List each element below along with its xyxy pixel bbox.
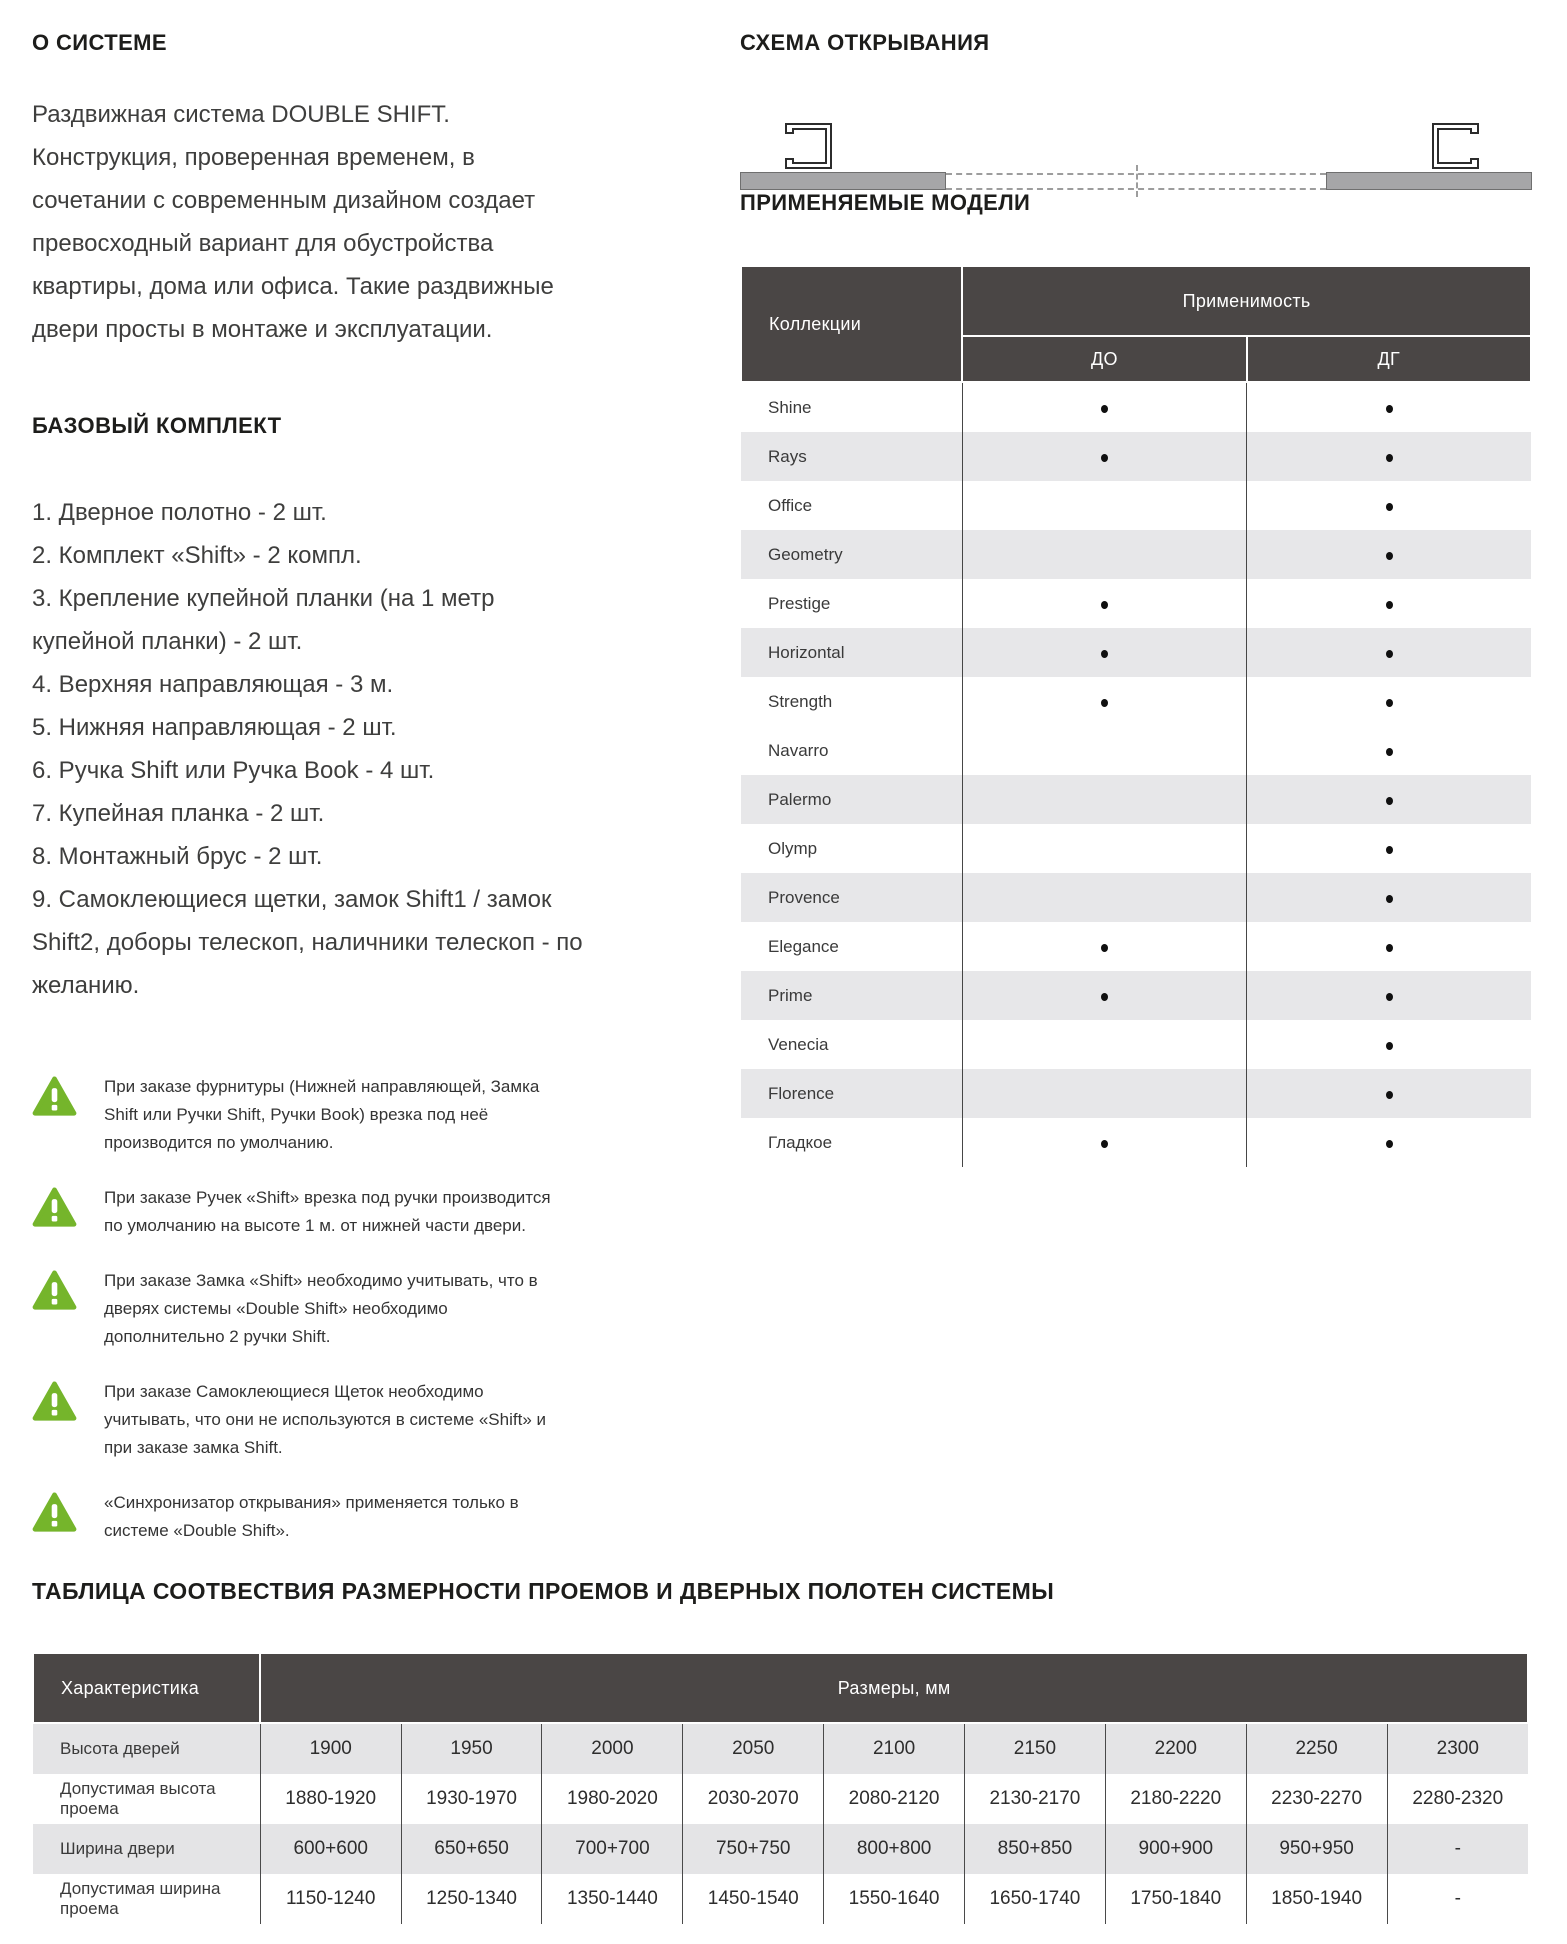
applicability-cell xyxy=(1247,530,1531,579)
size-value: 1550-1640 xyxy=(824,1874,965,1924)
scheme-title: СХЕМА ОТКРЫВАНИЯ xyxy=(740,30,990,55)
size-value: 700+700 xyxy=(542,1824,683,1874)
size-value: 750+750 xyxy=(683,1824,824,1874)
door-panel-left xyxy=(740,172,946,190)
size-row xyxy=(33,1723,1528,1774)
warning-icon xyxy=(32,1381,77,1422)
applicability-dot xyxy=(1386,405,1393,413)
collections-header: Коллекции xyxy=(741,266,962,382)
model-row xyxy=(741,432,1531,481)
kit-item: 9. Самоклеющиеся щетки, замок Shift1 / замок Shift2, доборы телескоп, наличники телескоп - по желанию. xyxy=(32,886,583,999)
about-title: О СИСТЕМЕ xyxy=(32,30,167,55)
applicability-dot xyxy=(1101,405,1108,413)
applicability-dot xyxy=(1386,797,1393,805)
applicability-dot xyxy=(1101,650,1108,658)
size-value: 2030-2070 xyxy=(683,1774,824,1824)
about-paragraph: Раздвижная система DOUBLE SHIFT. Конструкция, проверенная временем, в сочетании с современным дизайном создает превосходный вариант для обустройства квартиры, дома или офиса. Такие раздвижные двери просты в монтаже и эксплуатации. xyxy=(32,101,554,343)
warning-text: При заказе Замка «Shift» необходимо учитывать, что в дверях системы «Double Shift» необходимо дополнительно 2 ручки Shift. xyxy=(104,1271,538,1346)
size-value: 2100 xyxy=(824,1723,965,1774)
size-value: - xyxy=(1387,1874,1528,1924)
model-name: Horizontal xyxy=(741,628,962,677)
model-name: Strength xyxy=(768,691,833,711)
model-name: Office xyxy=(768,495,813,515)
applicability-cell xyxy=(962,726,1246,775)
model-name: Гладкое xyxy=(768,1132,833,1152)
model-row xyxy=(741,628,1531,677)
door-frame-profile-left-icon xyxy=(784,121,836,171)
center-mark xyxy=(1136,165,1138,197)
warning-note xyxy=(32,1378,588,1462)
applicability-cell xyxy=(962,382,1246,432)
size-value: 2230-2270 xyxy=(1246,1774,1387,1824)
kit-item: 2. Комплект «Shift» - 2 компл. xyxy=(32,542,362,569)
size-value: 650+650 xyxy=(401,1824,542,1874)
size-value: 950+950 xyxy=(1246,1824,1387,1874)
model-name: Prestige xyxy=(768,593,831,613)
applicability-cell xyxy=(1247,922,1531,971)
model-name: Geometry xyxy=(741,530,962,579)
applicability-cell xyxy=(962,628,1246,677)
size-value: 2150 xyxy=(965,1723,1106,1774)
dg-header: ДГ xyxy=(1247,336,1531,382)
applicability-dot xyxy=(1386,503,1393,511)
size-value: 2050 xyxy=(683,1723,824,1774)
warning-note xyxy=(32,1267,588,1351)
size-value: 1650-1740 xyxy=(965,1874,1106,1924)
size-value: 1250-1340 xyxy=(401,1874,542,1924)
applicability-dot xyxy=(1386,454,1393,462)
size-label: Ширина двери xyxy=(33,1824,260,1874)
warning-text: При заказе Ручек «Shift» врезка под ручки производится по умолчанию на высоте 1 м. от нижней части двери. xyxy=(104,1188,551,1235)
size-value: 1900 xyxy=(260,1723,401,1774)
model-row xyxy=(741,971,1531,1020)
applicability-cell xyxy=(1247,579,1531,628)
model-name: Palermo xyxy=(741,775,962,824)
model-name: Navarro xyxy=(768,740,829,760)
applicability-header: Применимость xyxy=(962,266,1531,336)
size-value: - xyxy=(1387,1824,1528,1874)
kit-item: 4. Верхняя направляющая - 3 м. xyxy=(32,671,394,698)
kit-item: 1. Дверное полотно - 2 шт. xyxy=(32,499,327,526)
models-table xyxy=(740,265,1532,1167)
applicability-dot xyxy=(1386,699,1393,707)
sizes-table xyxy=(32,1652,1529,1924)
section-scheme xyxy=(740,30,1532,1167)
model-row xyxy=(741,382,1531,432)
do-header: ДО xyxy=(962,336,1246,382)
kit-title: БАЗОВЫЙ КОМПЛЕКТ xyxy=(32,413,282,438)
size-value: 2280-2320 xyxy=(1387,1774,1528,1824)
section-about xyxy=(32,30,588,1572)
kit-item: 8. Монтажный брус - 2 шт. xyxy=(32,843,323,870)
model-name: Elegance xyxy=(768,936,839,956)
applicability-cell xyxy=(962,1118,1246,1167)
sizes-title: ТАБЛИЦА СООТВЕСТВИЯ РАЗМЕРНОСТИ ПРОЕМОВ И ДВЕРНЫХ ПОЛОТЕН СИСТЕМЫ xyxy=(32,1578,1055,1604)
warning-note xyxy=(32,1184,588,1240)
opening-diagram xyxy=(740,92,1532,190)
model-name: Rays xyxy=(741,432,962,481)
door-frame-profile-right-icon xyxy=(1428,121,1480,171)
warning-text: «Синхронизатор открывания» применяется только в системе «Double Shift». xyxy=(104,1493,519,1540)
size-value: 1930-1970 xyxy=(401,1774,542,1824)
warnings-list xyxy=(32,1073,588,1545)
size-value: 1850-1940 xyxy=(1246,1874,1387,1924)
applicability-cell xyxy=(1247,677,1531,726)
applicability-dot xyxy=(1386,944,1393,952)
applicability-dot xyxy=(1386,993,1393,1001)
applicability-dot xyxy=(1386,552,1393,560)
applicability-cell xyxy=(962,530,1246,579)
model-row xyxy=(741,1118,1531,1167)
size-label: Высота дверей xyxy=(33,1723,260,1774)
model-name: Shine xyxy=(768,397,812,417)
applicability-dot xyxy=(1101,993,1108,1001)
model-name: Venecia xyxy=(768,1034,829,1054)
applicability-cell xyxy=(962,1069,1246,1118)
kit-item: 5. Нижняя направляющая - 2 шт. xyxy=(32,714,397,741)
warning-icon xyxy=(32,1187,77,1228)
size-value: 2200 xyxy=(1105,1723,1246,1774)
warning-icon xyxy=(32,1492,77,1533)
model-name: Provence xyxy=(741,873,962,922)
applicability-cell xyxy=(962,1020,1246,1069)
applicability-dot xyxy=(1101,454,1108,462)
applicability-cell xyxy=(962,432,1246,481)
size-value: 2000 xyxy=(542,1723,683,1774)
size-value: 2250 xyxy=(1246,1723,1387,1774)
applicability-cell xyxy=(1247,382,1531,432)
size-value: 600+600 xyxy=(260,1824,401,1874)
model-name: Olymp xyxy=(768,838,818,858)
applicability-cell xyxy=(962,677,1246,726)
model-row xyxy=(741,481,1531,530)
warning-note xyxy=(32,1489,588,1545)
size-value: 1450-1540 xyxy=(683,1874,824,1924)
model-row xyxy=(741,726,1531,775)
sizes-header: Размеры, мм xyxy=(260,1653,1528,1723)
applicability-dot xyxy=(1386,895,1393,903)
warning-icon xyxy=(32,1076,77,1117)
applicability-cell xyxy=(1247,481,1531,530)
size-value: 900+900 xyxy=(1105,1824,1246,1874)
applicability-cell xyxy=(1247,628,1531,677)
applicability-cell xyxy=(962,873,1246,922)
applicability-cell xyxy=(1247,824,1531,873)
kit-item: 3. Крепление купейной планки (на 1 метр купейной планки) - 2 шт. xyxy=(32,585,495,655)
applicability-cell xyxy=(962,481,1246,530)
warning-note xyxy=(32,1073,588,1157)
model-row xyxy=(741,1069,1531,1118)
size-value: 1950 xyxy=(401,1723,542,1774)
model-row xyxy=(741,824,1531,873)
model-row xyxy=(741,922,1531,971)
door-panel-right xyxy=(1326,172,1532,190)
kit-item: 6. Ручка Shift или Ручка Book - 4 шт. xyxy=(32,757,435,784)
applicability-cell xyxy=(962,775,1246,824)
size-value: 1750-1840 xyxy=(1105,1874,1246,1924)
warning-text: При заказе фурнитуры (Нижней направляющей, Замка Shift или Ручки Shift, Ручки Book) врезка под неё производится по умолчанию. xyxy=(104,1077,540,1152)
size-label: Допустимая высота проема xyxy=(60,1779,216,1818)
applicability-dot xyxy=(1386,650,1393,658)
model-name: Prime xyxy=(741,971,962,1020)
size-value: 1980-2020 xyxy=(542,1774,683,1824)
size-row xyxy=(33,1774,1528,1824)
applicability-cell xyxy=(1247,873,1531,922)
applicability-cell xyxy=(1247,1020,1531,1069)
applicability-cell xyxy=(962,971,1246,1020)
size-row xyxy=(33,1824,1528,1874)
applicability-dot xyxy=(1386,601,1393,609)
kit-list xyxy=(32,491,588,1007)
size-value: 1350-1440 xyxy=(542,1874,683,1924)
applicability-dot xyxy=(1101,601,1108,609)
model-row xyxy=(741,677,1531,726)
applicability-cell xyxy=(1247,726,1531,775)
section-sizes xyxy=(32,1578,1529,1924)
characteristic-header: Характеристика xyxy=(33,1653,260,1723)
model-row xyxy=(741,530,1531,579)
applicability-dot xyxy=(1101,699,1108,707)
size-label: Допустимая ширина проема xyxy=(60,1879,221,1918)
size-value: 800+800 xyxy=(824,1824,965,1874)
applicability-dot xyxy=(1386,1042,1393,1050)
applicability-dot xyxy=(1386,1140,1393,1148)
size-value: 2180-2220 xyxy=(1105,1774,1246,1824)
size-value: 2080-2120 xyxy=(824,1774,965,1824)
model-row xyxy=(741,1020,1531,1069)
applicability-dot xyxy=(1386,1091,1393,1099)
applicability-cell xyxy=(1247,1069,1531,1118)
applicability-cell xyxy=(1247,432,1531,481)
applicability-cell xyxy=(962,579,1246,628)
applicability-dot xyxy=(1101,944,1108,952)
applicability-dot xyxy=(1386,846,1393,854)
model-row xyxy=(741,873,1531,922)
model-row xyxy=(741,579,1531,628)
kit-item: 7. Купейная планка - 2 шт. xyxy=(32,800,325,827)
size-value: 850+850 xyxy=(965,1824,1106,1874)
size-value: 2300 xyxy=(1387,1723,1528,1774)
warning-icon xyxy=(32,1270,77,1311)
size-value: 2130-2170 xyxy=(965,1774,1106,1824)
applicability-cell xyxy=(1247,1118,1531,1167)
warning-text: При заказе Самоклеющиеся Щеток необходимо учитывать, что они не используются в системе «Shift» и при заказе замка Shift. xyxy=(104,1382,546,1457)
model-name: Florence xyxy=(741,1069,962,1118)
applicability-cell xyxy=(1247,775,1531,824)
model-row xyxy=(741,775,1531,824)
size-value: 1880-1920 xyxy=(260,1774,401,1824)
size-value: 1150-1240 xyxy=(260,1874,401,1924)
applicability-cell xyxy=(1247,971,1531,1020)
applicability-dot xyxy=(1101,1140,1108,1148)
models-title: ПРИМЕНЯЕМЫЕ МОДЕЛИ xyxy=(740,190,1031,215)
applicability-cell xyxy=(962,824,1246,873)
applicability-dot xyxy=(1386,748,1393,756)
applicability-cell xyxy=(962,922,1246,971)
size-row xyxy=(33,1874,1528,1924)
